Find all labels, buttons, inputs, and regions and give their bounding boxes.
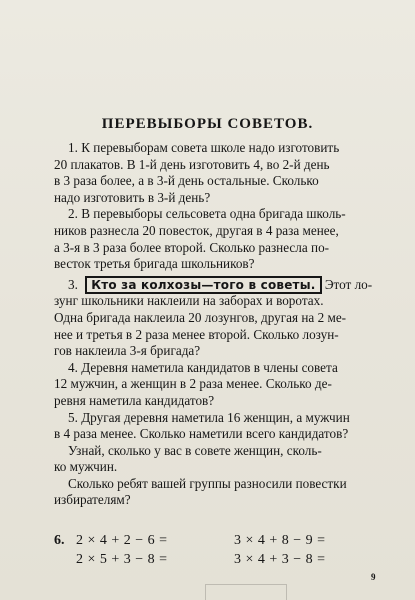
problem-2-line: весток третья бригада школьников?	[54, 256, 255, 272]
problem-3-number: 3.	[68, 276, 78, 292]
equation: 3 × 4 + 3 − 8 =	[234, 552, 326, 567]
problem-3-line: Одна бригада наклеила 20 лозунгов, другая на 2 ме-	[54, 309, 347, 325]
problem-4-line: ревня наметила кандидатов?	[54, 392, 215, 408]
problem-5-question: Сколько ребят вашей группы разносили повестки	[68, 475, 347, 491]
problem-2-line: а 3-я в 3 раза более второй. Сколько разнесла по-	[54, 239, 330, 255]
problem-1-line: 1. К перевыборам совета школе надо изготовить	[68, 140, 340, 155]
equation: 3 × 4 + 8 − 9 =	[234, 533, 326, 548]
problem-5-question: Узнай, сколько у вас в совете женщин, сколь-	[68, 442, 322, 458]
problem-5-line: 5. Другая деревня наметила 16 женщин, а мужчин	[68, 409, 350, 425]
problem-3-line: нее и третья в 2 раза менее второй. Сколько лозун-	[54, 326, 339, 342]
page-title: ПЕРЕВЫБОРЫ СОВЕТОВ.	[101, 116, 314, 132]
slogan-box: Кто за колхозы—того в советы.	[85, 276, 321, 294]
problem-5-line: в 4 раза менее. Сколько наметили всего кандидатов?	[54, 426, 349, 442]
problem-5-question: ко мужчин.	[54, 459, 118, 475]
problem-5-question: избирателям?	[54, 492, 131, 508]
problem-4-line: 12 мужчин, а женщин в 2 раза менее. Сколько де-	[54, 376, 332, 392]
page-number: 9	[371, 572, 376, 582]
equation-row	[54, 531, 380, 550]
equation: 2 × 5 + 3 − 8 =	[76, 552, 168, 567]
problem-3-first-line	[54, 277, 380, 294]
problem-3-line: зунг школьники наклеили на заборах и воротах.	[54, 293, 324, 309]
problem-4-line: 4. Деревня наметила кандидатов в члены совета	[68, 359, 338, 375]
problem-1-line: 20 плакатов. В 1-й день изготовить 4, во 2-й день	[54, 156, 330, 172]
problem-6-equations	[54, 531, 380, 569]
problem-6-number: 6.	[54, 533, 65, 548]
problem-2-line: 2. В перевыборы сельсовета одна бригада школь-	[68, 206, 346, 222]
problem-2-line: ников разнесла 20 повесток, другая в 4 раза менее,	[54, 222, 339, 238]
problem-1-line: в 3 раза более, а в 3-й день остальные. Сколько	[54, 173, 319, 189]
problem-1-line: надо изготовить в 3-й день?	[54, 189, 211, 205]
problem-3-tail: Этот ло-	[324, 276, 373, 292]
library-stamp-icon	[205, 584, 287, 600]
problem-text	[54, 140, 380, 509]
equation: 2 × 4 + 2 − 6 =	[76, 533, 168, 548]
problem-3-line: гов наклеила 3-я бригада?	[54, 343, 201, 359]
equation-row	[54, 550, 380, 569]
